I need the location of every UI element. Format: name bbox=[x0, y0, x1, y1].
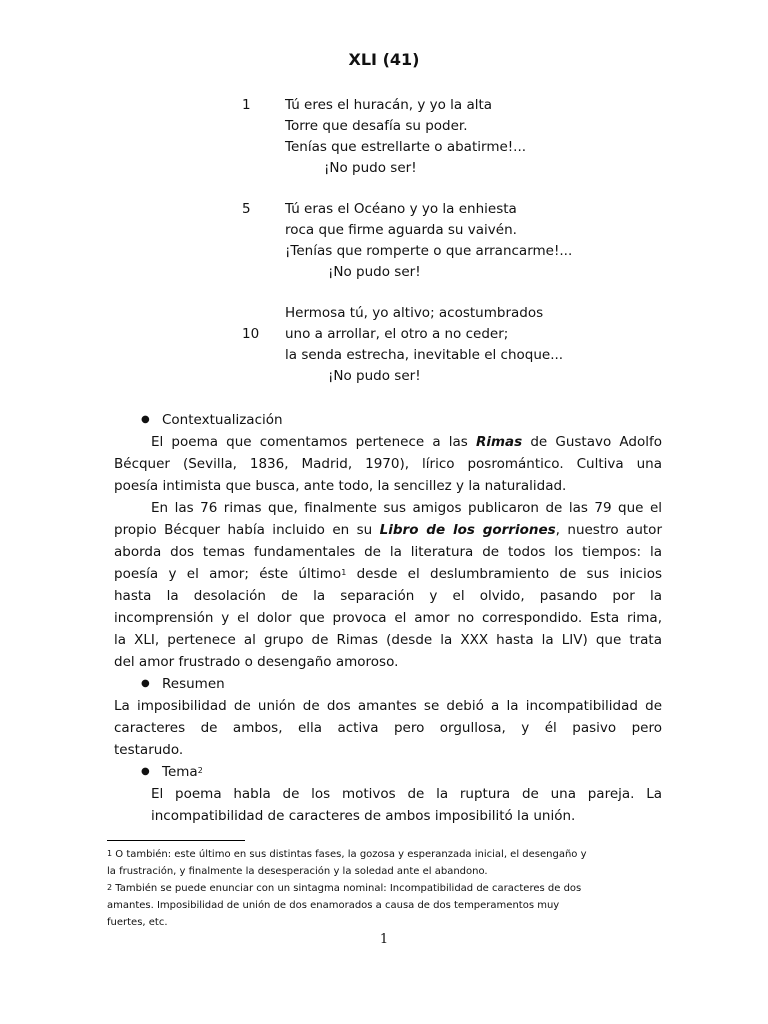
footnotes: $^1$ O también: este último en sus distintas fases, la gozosa y esperanzada inicial, el desengaño y la frustración, y finalmente la desesperación y la soledad ante el abandono. $^2$ También se puede enunciar con un sintagma nominal: Incompatibilidad de caracteres de dos amantes. Imposibilidad de unión de dos enamorados a causa de dos temperamentos muy fuertes, etc. bbox=[107, 846, 663, 931]
section-heading-tema: ● Tema$^2$ bbox=[114, 761, 662, 783]
bullet-icon: ● bbox=[141, 414, 150, 425]
verse-number: 1 bbox=[242, 97, 251, 113]
verse-text: Torre que desafía su poder. bbox=[285, 118, 468, 134]
verse-refrain: ¡No pudo ser! bbox=[328, 264, 421, 280]
page-number: 1 bbox=[379, 932, 389, 947]
section-heading-contexto: ● Contextualización bbox=[114, 409, 662, 431]
verse-text: roca que firme aguarda su vaivén. bbox=[285, 222, 517, 238]
paragraph: La imposibilidad de unión de dos amantes se debió a la incompatibilidad de caracteres de ambos, ella activa pero orgullosa, y él pasivo pero testarudo. bbox=[114, 698, 662, 758]
verse-text: Tenías que estrellarte o abatirme!... bbox=[285, 139, 527, 155]
verse-refrain: ¡No pudo ser! bbox=[324, 160, 417, 176]
verse-text: la senda estrecha, inevitable el choque... bbox=[285, 347, 564, 363]
commentary bbox=[114, 409, 662, 827]
work-title: Libro de los gorriones bbox=[379, 522, 556, 538]
bullet-icon: ● bbox=[141, 766, 150, 777]
footnote-ref[interactable]: 1 bbox=[341, 568, 347, 577]
verse-text: uno a arrollar, el otro a no ceder; bbox=[285, 326, 509, 342]
footnote-separator bbox=[107, 840, 245, 841]
work-title: Rimas bbox=[475, 434, 523, 450]
verse-text: Hermosa tú, yo altivo; acostumbrados bbox=[285, 305, 544, 321]
verse-refrain: ¡No pudo ser! bbox=[328, 368, 421, 384]
footnote: $^1$ O también: este último en sus distintas fases, la gozosa y esperanzada inicial, el desengaño y bbox=[107, 849, 587, 860]
footnote: $^2$ También se puede enunciar con un sintagma nominal: Incompatibilidad de caracteres de dos bbox=[107, 883, 582, 894]
poem-title: XLI (41) bbox=[348, 50, 420, 69]
paragraph: El poema que comentamos pertenece a las Rimas de Gustavo Adolfo Bécquer (Sevilla, 1836, Madrid, 1970), lírico posromántico. Cultiva una poesía intimista que busca, ante todo, la sencillez y la naturalidad. En las 76 rimas que, finalmente sus amigos publicaron de las 79 que el propio Bécquer había incluido en su Libro de los gorriones, nuestro autor aborda dos temas fundamentales de la literatura de todos los tiempos: la poesía y el amor; éste último$^1$ desde el deslumbramiento de sus inicios hasta la desolación de la separación y el olvido, pasando por la incomprensión y el dolor que provoca el amor no correspondido. Esta rima, la XLI, pertenece al grupo de Rimas (desde la XXX hasta la LIV) que trata del amor frustrado o desengaño amoroso. bbox=[114, 434, 662, 670]
verse-text: Tú eres el huracán, y yo la alta bbox=[285, 97, 493, 113]
verse-text: ¡Tenías que romperte o que arrancarme!... bbox=[285, 243, 573, 259]
bullet-icon: ● bbox=[141, 678, 150, 689]
paragraph: El poema habla de los motivos de la ruptura de una pareja. La incompatibilidad de caracteres de ambos imposibilitó la unión. bbox=[151, 786, 662, 824]
footnote-ref[interactable]: 2 bbox=[197, 766, 203, 775]
verse-number: 5 bbox=[242, 201, 251, 217]
verse-text: Tú eras el Océano y yo la enhiesta bbox=[285, 201, 517, 217]
verse-number: 10 bbox=[242, 326, 260, 342]
section-heading-resumen: ● Resumen bbox=[114, 673, 662, 695]
